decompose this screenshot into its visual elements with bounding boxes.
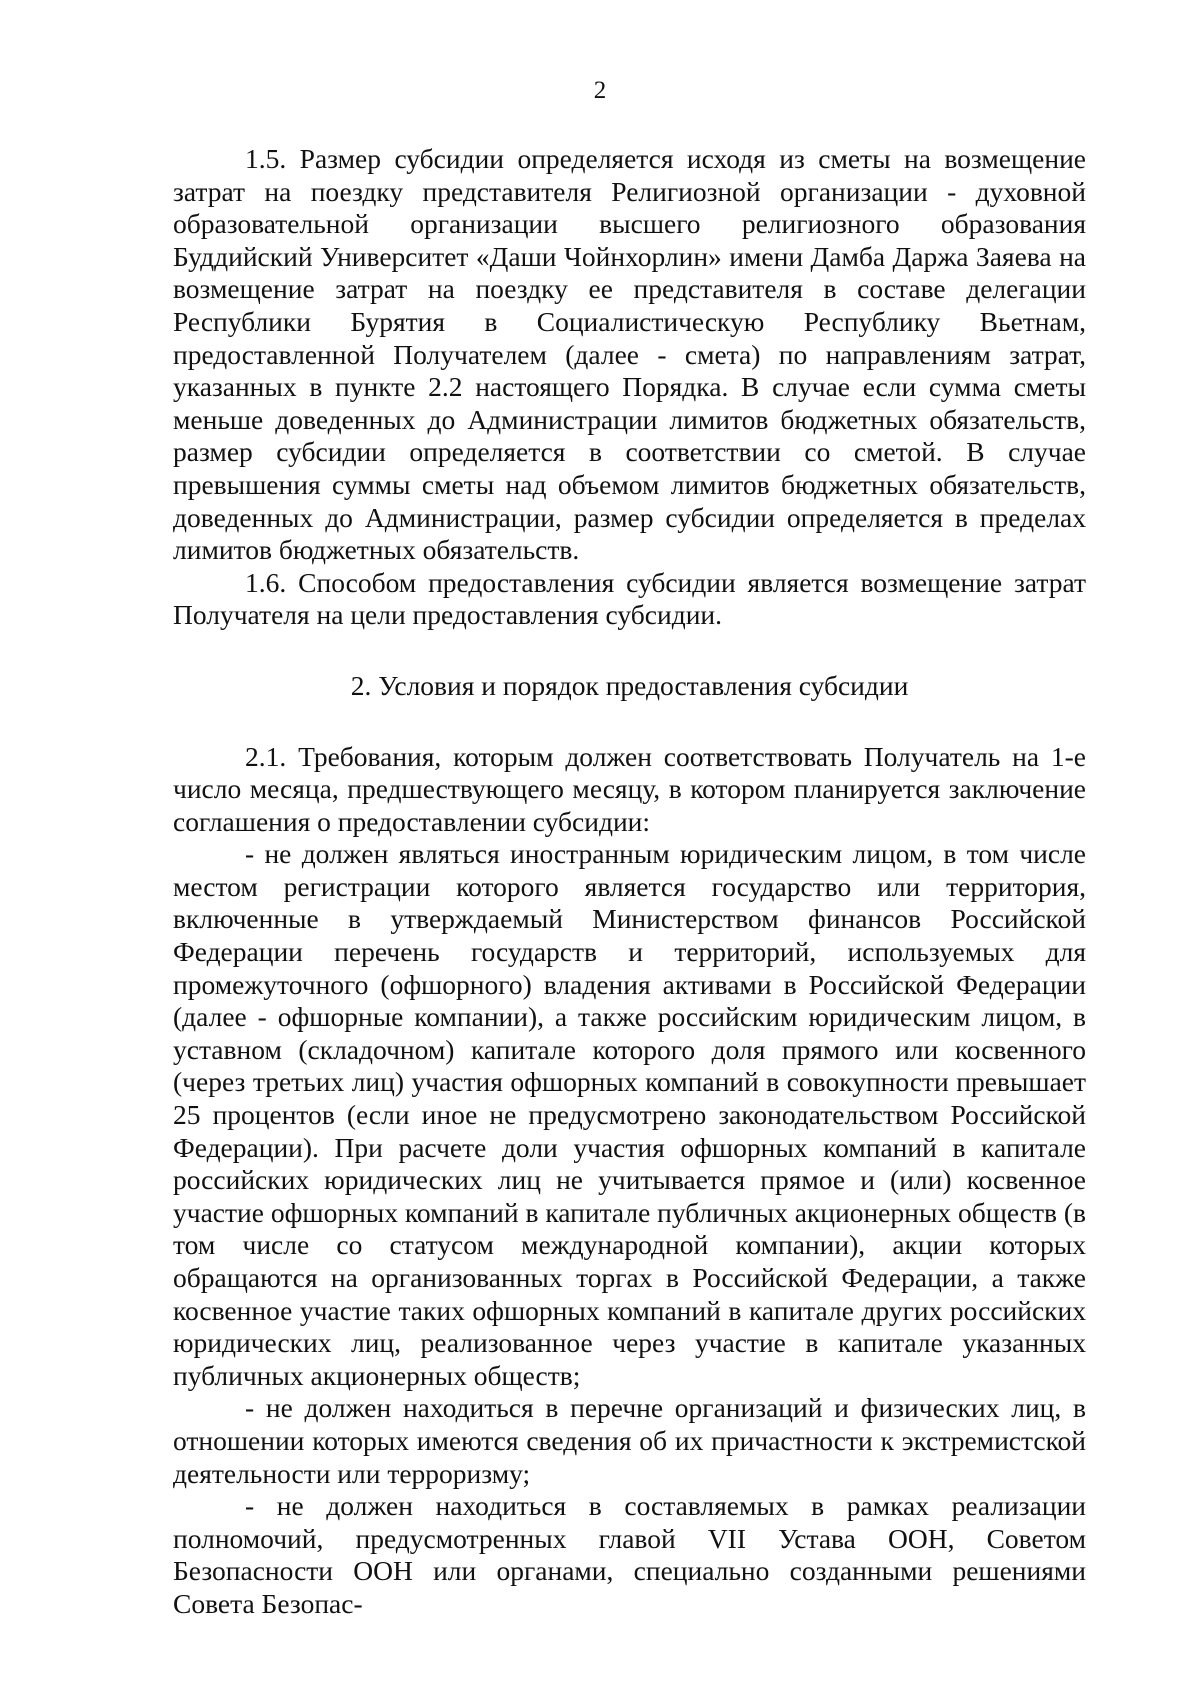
page-number: 2 bbox=[593, 77, 607, 104]
paragraph-2-1: 2.1. Требования, которым должен соответствовать Получатель на 1-е число месяца, предшествующего месяцу, в котором планируется заключение соглашения о предоставлении субсидии: bbox=[173, 740, 1086, 837]
paragraph-1-6: 1.6. Способом предоставления субсидии является возмещение затрат Получателя на цели предоставления субсидии. bbox=[173, 566, 1086, 631]
list-item-offshore: - не должен являться иностранным юридическим лицом, в том числе местом регистрации которого является государство или территория, включенные в утверждаемый Министерством финансов Российской Федерации перечень государств и территорий, используемых для промежуточного (офшорного) владения активами в Российской Федерации (далее - офшорные компании), а также российским юридическим лицом, в уставном (складочном) капитале которого доля прямого или косвенного (через третьих лиц) участия офшорных компаний в совокупности превышает 25 процентов (если иное не предусмотрено законодательством Российской Федерации). При расчете доли участия офшорных компаний в капитале российских юридических лиц не учитывается прямое и (или) косвенное участие офшорных компаний в капитале публичных акционерных обществ (в том числе со статусом международной компании), акции которых обращаются на организованных торгах в Российской Федерации, а также косвенное участие таких офшорных компаний в капитале других российских юридических лиц, реализованное через участие в капитале указанных публичных акционерных обществ; bbox=[173, 838, 1086, 1391]
paragraph-1-5: 1.5. Размер субсидии определяется исходя из сметы на возмещение затрат на поездку представителя Религиозной организации - духовной образовательной организации высшего религиозного образования Буддийский Университет «Даши Чойнхорлин» имени Дамба Даржа Заяева на возмещение затрат на поездку ее представителя в составе делегации Республики Бурятия в Социалистическую Республику Вьетнам, предоставленной Получателем (далее - смета) по направлениям затрат, указанных в пункте 2.2 настоящего Порядка. В случае если сумма сметы меньше доведенных до Администрации лимитов бюджетных обязательств, размер субсидии определяется в соответствии со сметой. В случае превышения суммы сметы над объемом лимитов бюджетных обязательств, доведенных до Администрации, размер субсидии определяется в пределах лимитов бюджетных обязательств. bbox=[173, 143, 1086, 566]
document-body bbox=[173, 143, 1086, 1621]
list-item-extremism: - не должен находиться в перечне организаций и физических лиц, в отношении которых имеются сведения об их причастности к экстремистской деятельности или терроризму; bbox=[173, 1392, 1086, 1489]
section-heading: 2. Условия и порядок предоставления субсидии bbox=[350, 669, 909, 701]
list-item-un-security-council: - не должен находиться в составляемых в рамках реализации полномочий, предусмотренных главой VII Устава ООН, Советом Безопасности ООН или органами, специально созданными решениями Совета Безопас- bbox=[173, 1490, 1086, 1619]
